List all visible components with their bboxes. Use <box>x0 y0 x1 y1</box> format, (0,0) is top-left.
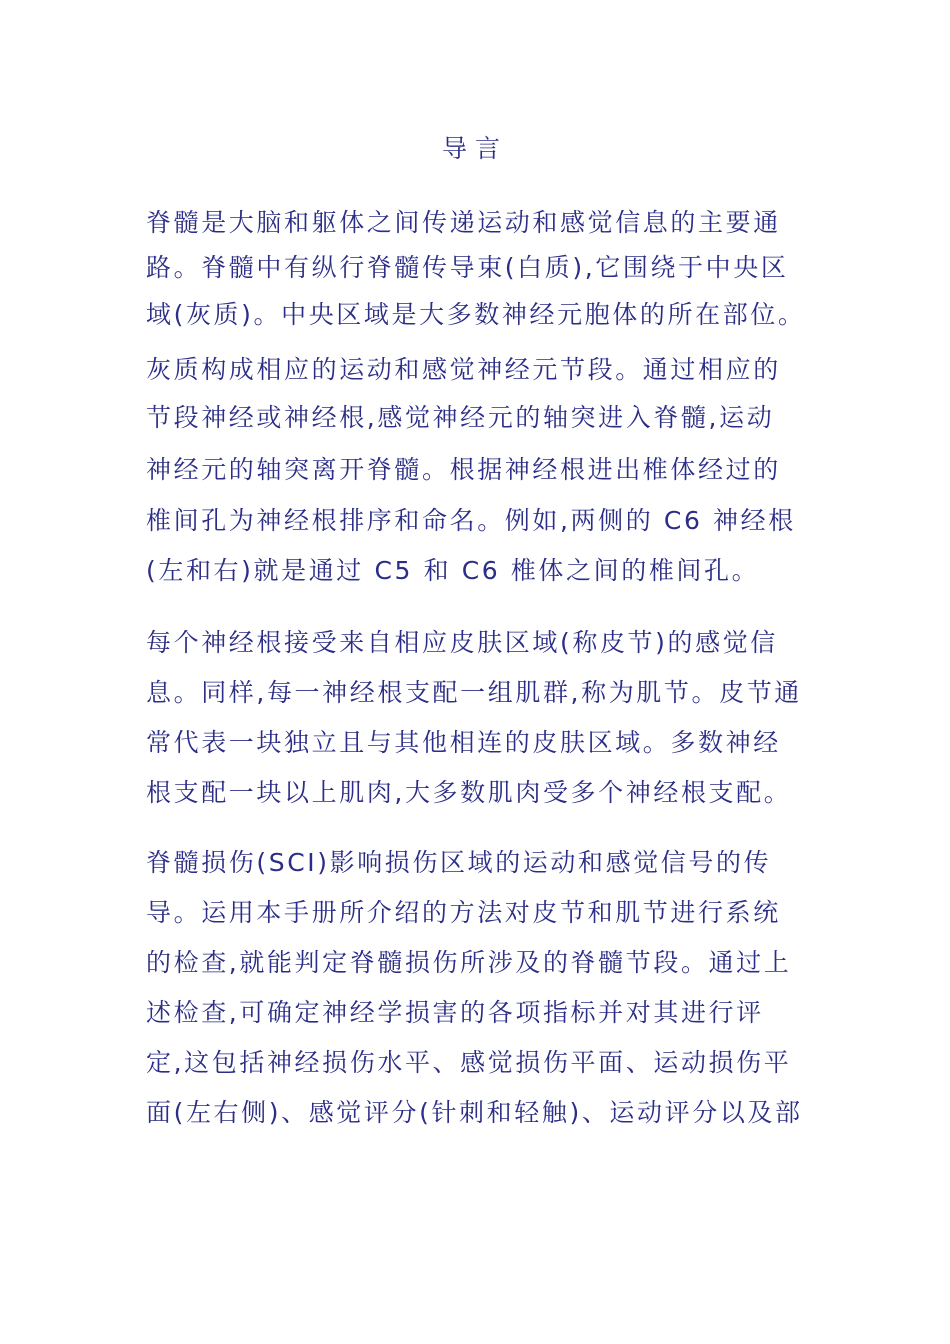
paragraph-3-line-6: 面(左右侧)、感觉评分(针刺和轻触)、运动评分以及部 <box>146 1098 803 1127</box>
paragraph-2-line-2: 息。同样,每一神经根支配一组肌群,称为肌节。皮节通 <box>146 678 802 707</box>
paragraph-1-line-3: 域(灰质)。中央区域是大多数神经元胞体的所在部位。 <box>146 300 806 329</box>
paragraph-3-line-4: 述检查,可确定神经学损害的各项指标并对其进行评 <box>146 998 764 1027</box>
paragraph-3-line-5: 定,这包括神经损伤水平、感觉损伤平面、运动损伤平 <box>146 1048 792 1077</box>
paragraph-1-line-5: 节段神经或神经根,感觉神经元的轴突进入脊髓,运动 <box>146 403 775 432</box>
paragraph-1-line-6: 神经元的轴突离开脊髓。根据神经根进出椎体经过的 <box>146 455 781 484</box>
paragraph-1-line-2: 路。脊髓中有纵行脊髓传导束(白质),它围绕于中央区 <box>146 253 789 282</box>
paragraph-2-line-1: 每个神经根接受来自相应皮肤区域(称皮节)的感觉信 <box>146 628 778 657</box>
paragraph-3-line-1: 脊髓损伤(SCI)影响损伤区域的运动和感觉信号的传 <box>146 848 772 877</box>
paragraph-2-line-3: 常代表一块独立且与其他相连的皮肤区域。多数神经 <box>146 728 781 757</box>
paragraph-1-line-8: (左和右)就是通过 C5 和 C6 椎体之间的椎间孔。 <box>146 556 760 585</box>
paragraph-2-line-4: 根支配一块以上肌肉,大多数肌肉受多个神经根支配。 <box>146 778 792 807</box>
paragraph-3-line-3: 的检查,就能判定脊髓损伤所涉及的脊髓节段。通过上 <box>146 948 792 977</box>
page-title: 导言 <box>441 134 508 163</box>
paragraph-1-line-1: 脊髓是大脑和躯体之间传递运动和感觉信息的主要通 <box>146 208 781 237</box>
paragraph-3-line-2: 导。运用本手册所介绍的方法对皮节和肌节进行系统 <box>146 898 781 927</box>
paragraph-1-line-4: 灰质构成相应的运动和感觉神经元节段。通过相应的 <box>146 355 781 384</box>
paragraph-1-line-7: 椎间孔为神经根排序和命名。例如,两侧的 C6 神经根 <box>146 506 796 535</box>
